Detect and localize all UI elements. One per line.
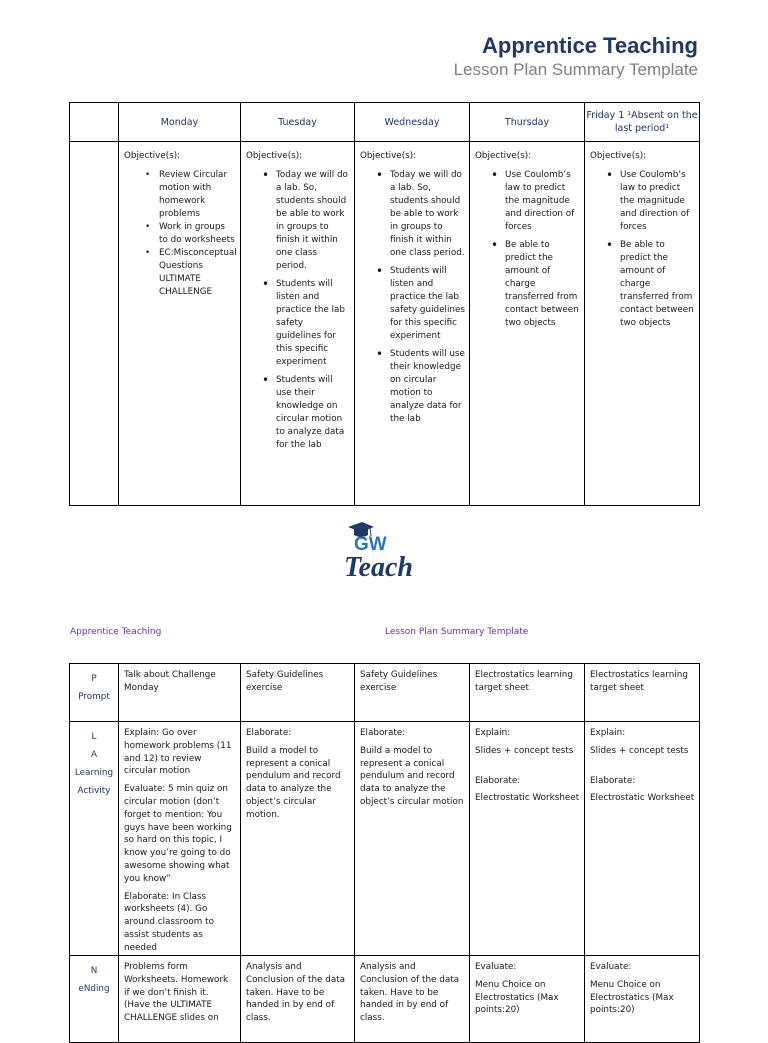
ending-label [70,956,119,1043]
paragraph: Elaborate: [475,775,521,786]
list-item: • Students will use their knowledge on circular motion to analyze data for the lab [276,374,350,452]
day-tuesday: Tuesday [241,103,355,142]
day-friday: Friday 1 ¹Absent on the last period¹ [585,103,700,142]
running-header-right: Lesson Plan Summary Template [385,627,529,637]
day-header-row [70,103,700,142]
prompt-wednesday: Safety Guidelines exercise [355,664,470,722]
list-item: • Students will listen and practice the lab safety guidelines for this specific experiment [276,278,350,369]
ending-letter: N [90,966,98,976]
paragraph: Evaluate: [590,962,632,972]
ending-tuesday: Analysis and Conclusion of the data taken. Have to be handed in by end of class. [241,956,355,1043]
list-item: • Review Circular motion with homework problems [159,169,236,221]
ending-word: eNding [78,984,110,994]
prompt-label [70,664,119,722]
ultimate-challenge-text: ULTIMATE CHALLENGE [159,274,213,297]
learning-activity-label [70,722,119,956]
gw-teach-logo [340,520,440,580]
logo-text-top: GW [354,534,387,555]
learning-word: Learning [74,768,114,778]
document-title [454,33,698,81]
paragraph: Explain: [475,728,511,738]
list-item: • Be able to predict the amount of charge transferred from contact between two objects [620,239,695,330]
list-item: • Students will listen and practice the lab safety guidelines for this specific experiment [390,265,465,343]
objective-label: Objective(s): [124,151,181,161]
paragraph: Elaborate: [590,775,636,786]
learning-tuesday [241,722,355,956]
objectives-tuesday [241,142,355,506]
prompt-row [70,664,700,722]
paragraph: Elaborate: In Class worksheets (4). Go around classroom to assist students as needed [124,891,214,953]
objectives-row [70,142,700,506]
activity-word: Activity [77,786,111,796]
list-item: • Use Coulomb’s law to predict the magnitude and direction of forces [505,169,580,234]
ending-friday [585,956,700,1043]
objective-label: Objective(s): [246,151,303,161]
objectives-friday [585,142,700,506]
ending-row [70,956,700,1043]
paragraph: Build a model to represent a conical pendulum and record data to analyze the object’s circular motion [360,745,464,807]
learning-friday [585,722,700,956]
prompt-tuesday: Safety Guidelines exercise [241,664,355,722]
paragraph: Evaluate: 5 min quiz on circular motion (don’t forget to mention: You guys have been working so hard on this topic, I know you’re going to do awesome showing what you know” [124,784,232,884]
objectives-thursday [470,142,585,506]
learning-wednesday [355,722,470,956]
logo-text-bottom: Teach [344,552,413,580]
list-item: • Work in groups to do worksheets [159,221,236,247]
prompt-thursday: Electrostatics learning target sheet [470,664,585,722]
paragraph: Menu Choice on Electrostatics (Max points:20) [475,979,559,1016]
paragraph: Explain: [590,728,626,738]
paragraph: Electrostatic Worksheet [475,793,580,804]
list-item: • Students will use their knowledge on circular motion to analyze data for the lab [390,348,465,426]
ending-monday: Problems form Worksheets. Homework if we don’t finish it. (Have the ULTIMATE CHALLENGE slides on [119,956,241,1043]
prompt-monday: Talk about Challenge Monday [119,664,241,722]
learning-letter-a: A [90,750,98,760]
learning-thursday [470,722,585,956]
paragraph: Menu Choice on Electrostatics (Max points:20) [590,979,674,1016]
prompt-friday: Electrostatics learning target sheet [585,664,700,722]
learning-letter-l: L [91,732,97,742]
paragraph: Slides + concept tests [590,745,689,756]
prompt-word: Prompt [78,692,110,702]
paragraph: Evaluate: [475,962,517,972]
list-item: • Today we will do a lab. So, students should be able to work in groups to finish it within one class period. [390,169,465,260]
learning-activity-row [70,722,700,956]
prompt-letter: P [91,674,97,684]
ending-wednesday: Analysis and Conclusion of the data taken. Have to be handed in by end of class. [355,956,470,1043]
title-main: Apprentice Teaching [482,33,698,58]
paragraph: Elaborate: [246,728,292,738]
list-item: • Today we will do a lab. So, students should be able to work in groups to finish it within one class period. [276,169,350,273]
ending-thursday [470,956,585,1043]
paragraph: Elaborate: [360,728,406,738]
title-subtitle: Lesson Plan Summary Template [453,60,698,79]
day-thursday: Thursday [470,103,585,142]
paragraph: Explain: Go over homework problems (11 and 12) to review circular motion [124,728,232,777]
running-header-left: Apprentice Teaching [70,627,162,637]
objectives-wednesday [355,142,470,506]
objective-label: Objective(s): [590,151,647,161]
objectives-monday [119,142,241,506]
plan-table [69,663,700,1043]
paragraph: Electrostatic Worksheet [590,793,695,804]
objective-label: Objective(s): [475,151,532,161]
paragraph: Build a model to represent a conical pendulum and record data to analyze the object’s circular motion. [246,745,341,820]
objectives-table [69,102,700,506]
list-item: • Use Coulomb’s law to predict the magnitude and direction of forces [620,169,695,234]
list-item: • EC:Misconceptual Questions [159,247,236,273]
day-monday: Monday [119,103,241,142]
learning-monday [119,722,241,956]
list-item: • Be able to predict the amount of charge transferred from contact between two objects [505,239,580,330]
day-wednesday: Wednesday [355,103,470,142]
paragraph: Slides + concept tests [475,745,574,756]
blank-label-cell [70,142,119,506]
blank-corner [70,103,119,142]
objective-label: Objective(s): [360,151,417,161]
